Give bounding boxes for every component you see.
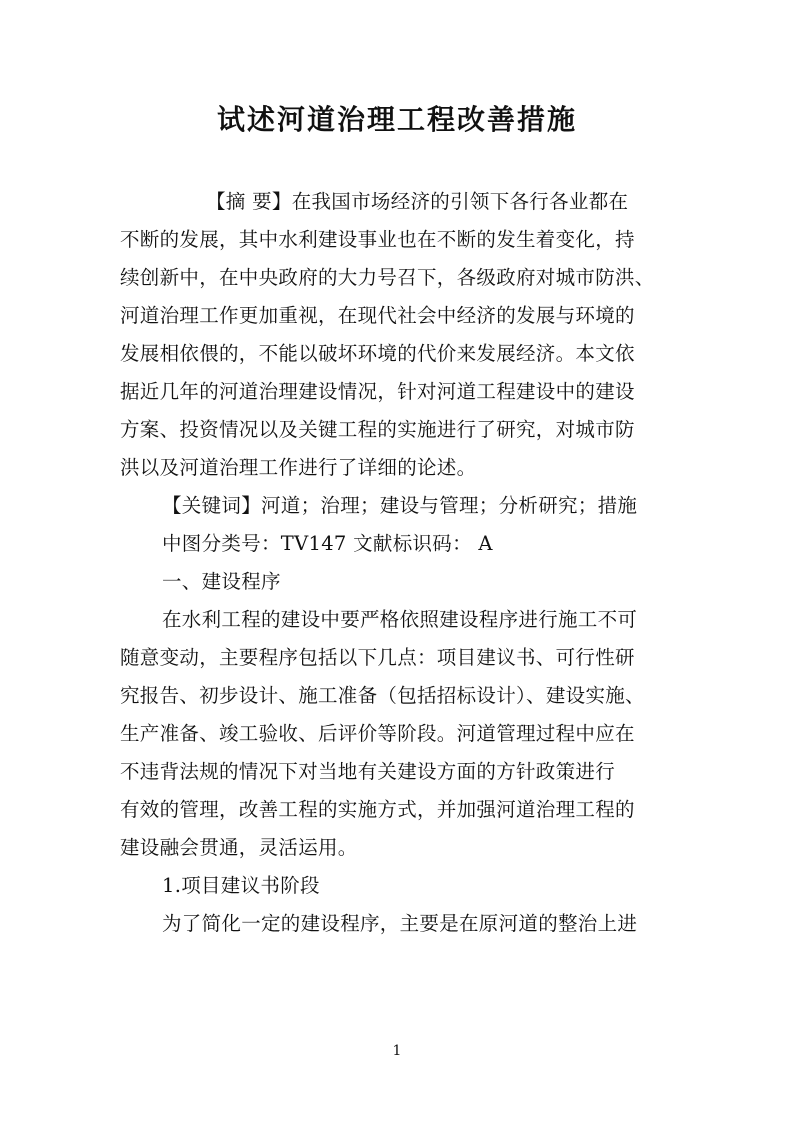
abstract-line-3: 续创新中，在中央政府的大力号召下，各级政府对城市防洪、 bbox=[120, 266, 655, 289]
body-line-8: 为了简化一定的建设程序，主要是在原河道的整治上进 bbox=[162, 912, 638, 935]
body-line-2: 随意变动，主要程序包括以下几点：项目建议书、可行性研 bbox=[120, 646, 635, 669]
abstract-line-5: 发展相依偎的，不能以破坏环境的代价来发展经济。本文依 bbox=[120, 342, 635, 365]
abstract-line-6: 据近几年的河道治理建设情况，针对河道工程建设中的建设 bbox=[120, 380, 635, 403]
body-line-5: 不违背法规的情况下对当地有关建设方面的方针政策进行 bbox=[120, 760, 616, 783]
classification-line: 中图分类号：TV147 文献标识码： A bbox=[162, 532, 493, 555]
body-line-4: 生产准备、竣工验收、后评价等阶段。河道管理过程中应在 bbox=[120, 722, 635, 745]
keywords-line: 【关键词】河道；治理；建设与管理；分析研究；措施 bbox=[162, 494, 638, 517]
section-heading: 一、建设程序 bbox=[162, 570, 281, 593]
body-line-7: 建设融会贯通，灵活运用。 bbox=[120, 836, 358, 859]
abstract-line-8: 洪以及河道治理工作进行了详细的论述。 bbox=[120, 456, 477, 479]
subsection-heading: 1.项目建议书阶段 bbox=[162, 874, 320, 897]
body-line-6: 有效的管理，改善工程的实施方式，并加强河道治理工程的 bbox=[120, 798, 635, 821]
abstract-line-4: 河道治理工作更加重视，在现代社会中经济的发展与环境的 bbox=[120, 304, 635, 327]
page-number: 1 bbox=[392, 1043, 402, 1059]
abstract-line-2: 不断的发展，其中水利建设事业也在不断的发生着变化，持 bbox=[120, 228, 635, 251]
body-line-1: 在水利工程的建设中要严格依照建设程序进行施工不可 bbox=[162, 608, 638, 631]
body-line-3: 究报告、初步设计、施工准备（包括招标设计）、建设实施、 bbox=[120, 684, 645, 707]
document-title: 试述河道治理工程改善措施 bbox=[216, 103, 577, 136]
abstract-line-7: 方案、投资情况以及关键工程的实施进行了研究，对城市防 bbox=[120, 418, 635, 441]
abstract-line-1: 【摘 要】在我国市场经济的引领下各行各业都在 bbox=[206, 190, 629, 213]
